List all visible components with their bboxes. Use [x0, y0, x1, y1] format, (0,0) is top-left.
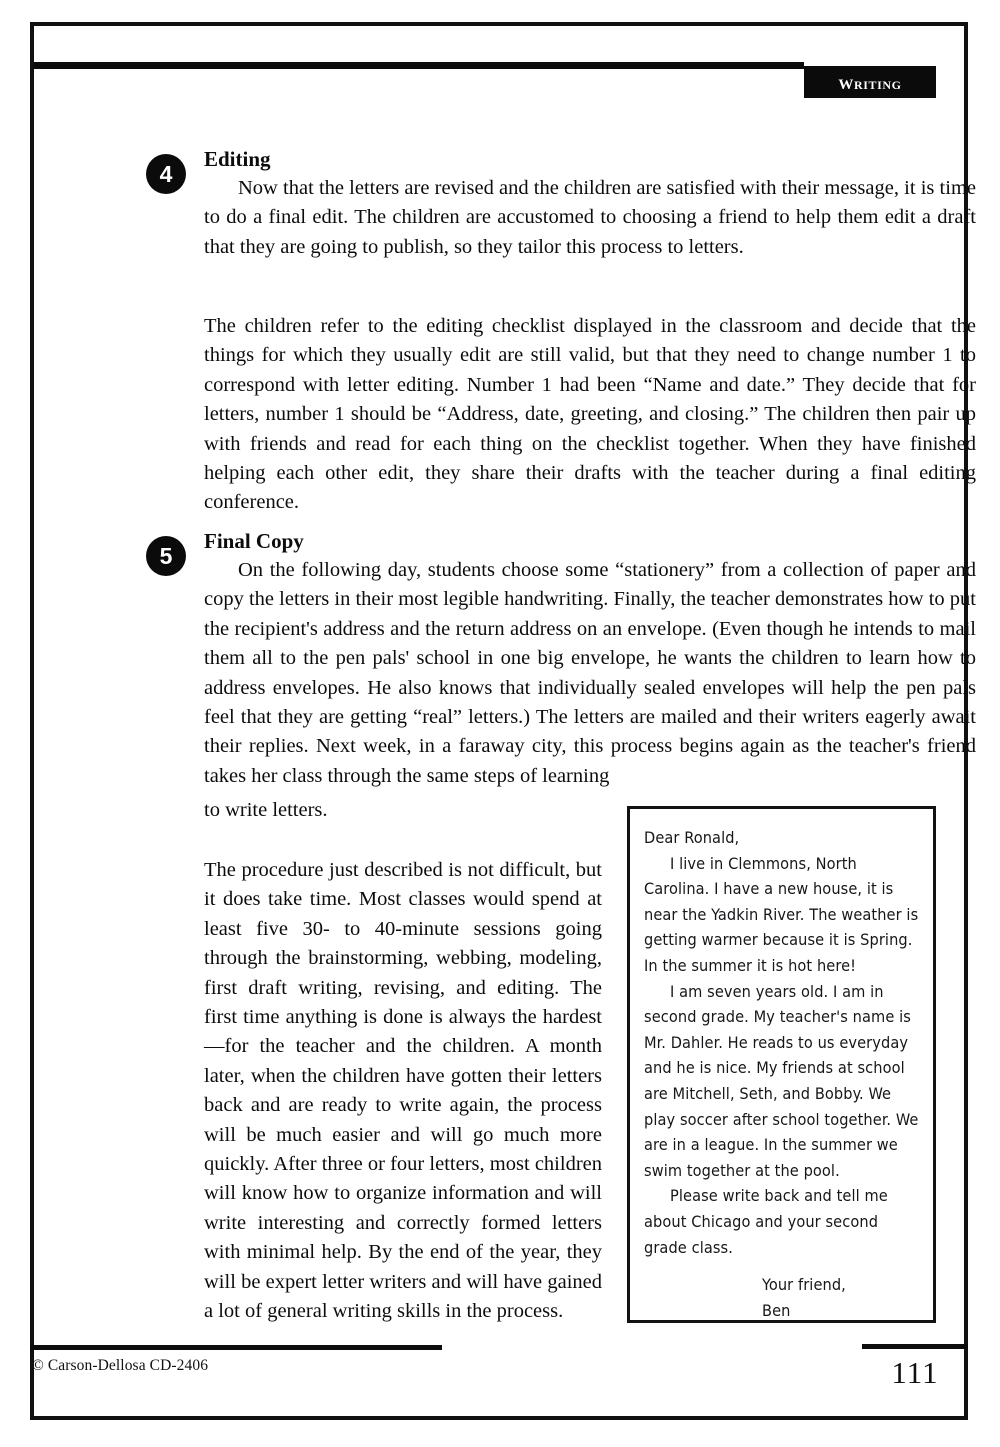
letter-signature-block — [644, 1272, 919, 1323]
paragraph-checklist — [204, 312, 976, 518]
letter-closing: Your friend, — [762, 1275, 846, 1295]
letter-signature: Ben — [762, 1300, 791, 1320]
page-number: 111 — [891, 1355, 939, 1390]
paragraph-procedure-text: The procedure just described is not difficult, but it does take time. Most classes would spend at least five 30- to 40-minute sessions going through the brainstorming, webbing, modeling, first draft writing, revising, and editing. The first time anything is done is always the hardest—for the teacher and the children. A month later, when the children have gotten their letters back and are ready to write again, the process will be much easier and will go much more quickly. After three or four letters, most children will know how to organize information and will write interesting and correctly formed letters with minimal help. By the end of the year, they will be expert letter writers and will have gained a lot of general writing skills in the process. — [204, 859, 602, 1323]
header-rule — [34, 62, 804, 69]
footer-copyright: © Carson-Dellosa CD-2406 — [32, 1357, 209, 1374]
letter-paragraph-3: Please write back and tell me about Chicago and your second grade class. — [644, 1186, 888, 1257]
step-number-badge-4: 4 — [146, 154, 186, 194]
running-head-label: writing — [838, 69, 902, 94]
paragraph-checklist-text: The children refer to the editing checklist displayed in the classroom and decide that the things for which they usually edit are still valid, but that they need to change number 1 to correspond with letter editing. Number 1 had been “Name and date.” They decide that for letters, number 1 should be “Address, date, greeting, and closing.” The children then pair up with friends and read for each thing on the checklist together. When they have finished helping each other edit, they share their drafts with the teacher during a final editing conference. — [204, 315, 976, 514]
paragraph-procedure — [204, 856, 602, 1327]
paragraph-final-copy-tail — [204, 796, 594, 825]
section-final-copy — [159, 528, 976, 791]
section-body-final-copy: On the following day, students choose some “stationery” from a collection of paper and copy the letters in their most legible handwriting. Finally, the teacher demonstrates how to put the recipient's address and the return address on an envelope. (Even though he intends to mail them all to the pen pals' school in one big envelope, he wants the children to learn how to address envelopes. He also knows that individually sealed envelopes will help the pen pals feel that they are getting “real” letters.) The letters are mailed and their writers eagerly await their replies. Next week, in a faraway city, this process begins again as the teacher's friend takes her class through the same steps of learning — [204, 559, 976, 787]
section-editing — [159, 146, 976, 262]
section-body-editing: Now that the letters are revised and the children are satisfied with their message, it is time to do a final edit. The children are accustomed to choosing a friend to help them edit a draft that they are going to publish, so they tailor this process to letters. — [204, 177, 976, 258]
letter-greeting: Dear Ronald, — [644, 828, 740, 847]
letter-paragraph-2: I am seven years old. I am in second grade. My teacher's name is Mr. Dahler. He reads to us everyday and he is nice. My friends at school are Mitchell, Seth, and Bobby. We play soccer after school together. We are in a league. In the summer we swim together at the pool. — [644, 981, 919, 1180]
step-number-badge-5: 5 — [146, 536, 186, 576]
footer-rule-left — [30, 1345, 442, 1350]
letter-paragraph-1: I live in Clemmons, North Carolina. I have a new house, it is near the Yadkin River. The weather is getting warmer because it is Spring. In the summer it is hot here! — [644, 853, 919, 975]
page-frame-left — [30, 22, 34, 1420]
page-frame-bottom — [30, 1416, 968, 1420]
footer-rule-right — [862, 1344, 968, 1349]
page-frame-top — [30, 22, 968, 26]
running-head-tab — [804, 66, 936, 98]
handwritten-letter-sample — [627, 806, 936, 1323]
paragraph-final-copy-tail-text: to write letters. — [204, 799, 328, 821]
section-heading-final-copy: Final Copy — [204, 529, 304, 553]
section-heading-editing: Editing — [204, 147, 271, 171]
